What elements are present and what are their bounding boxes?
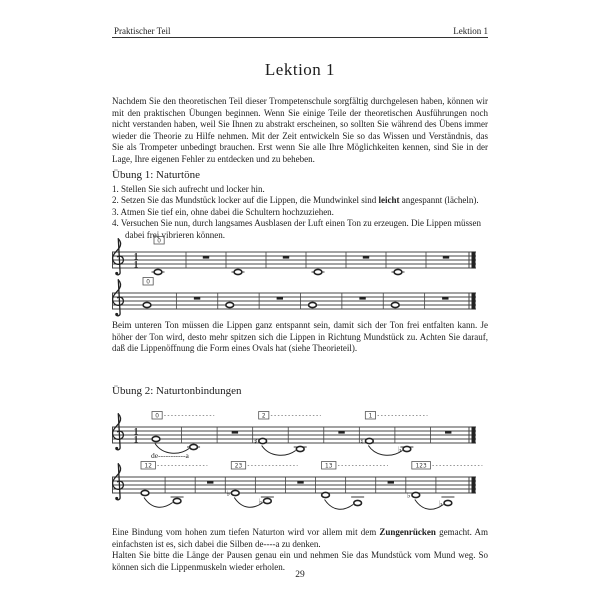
svg-text:0: 0 [157,238,161,245]
svg-text:1: 1 [133,259,139,270]
svg-text:♮: ♮ [360,436,364,446]
list-item: 4. Versuchen Sie nun, durch langsames Ausblasen der Luft einen Ton zu erzeugen. Die Lippen müssen dabei frei vibrieren können. [112,218,481,240]
svg-text:1: 1 [368,413,373,420]
after-staves-paragraph: Beim unteren Ton müssen die Lippen ganz entspannt sein, damit sich der Ton frei entfalten kann. Je höher der Ton wird, desto mehr spitzen sich die Lippen in Richtung Mundstück zu. Achten Sie darauf, daß die Lippenöffnung die Form eines Ovals hat (siehe Theorieteil). [112,320,488,354]
svg-text:1: 1 [133,251,139,262]
svg-text:23: 23 [234,463,243,470]
closing-paragraph-2: Halten Sie bitte die Länge der Pausen genau ein und nehmen Sie das Mundstück vom Mund weg. So können sich die Lippenmuskeln wieder erholen. [112,550,488,572]
svg-text:2: 2 [261,413,266,420]
svg-text:de-----------a: de-----------a [151,451,189,460]
svg-text:♭: ♭ [407,490,411,500]
intro-paragraph: Nachdem Sie den theoretischen Teil dieser Trompetenschule sorgfältig durchgelesen haben, können wir mit den praktischen Übungen beginnen. Wenn Sie einige Teile der theoretischen Ausführungen noch nicht verstanden haben, weil Sie Ihnen zu abstrakt erscheinen, so sollten Sie während des Übens immer wieder die Theorie zu Hilfe nehmen. Mit der Zeit entwickeln Sie so das Wissen und Verständnis, das Sie als Trompeter unbedingt brauchen. Erst wenn Sie alle Ihre Möglichkeiten kennen, sind Sie in der Lage, Ihre eigenen Fehler zu entdecken und zu beheben. [112,96,488,164]
list-item: 1. Stellen Sie sich aufrecht und locker hin. [112,184,265,194]
svg-text:0: 0 [155,413,159,420]
svg-text:♭: ♭ [226,488,231,498]
svg-text:♭: ♭ [398,444,402,454]
header-lesson-label: Lektion 1 [453,26,488,36]
uebung2-heading: Übung 2: Naturtonbindungen [112,385,242,397]
uebung1-heading: Übung 1: Naturtöne [112,169,200,181]
page-number: 29 [295,570,305,580]
page-title: Lektion 1 [264,60,336,79]
svg-text:1: 1 [133,426,139,437]
svg-text:123: 123 [415,463,427,470]
svg-text:0: 0 [146,279,150,286]
music-staff-uebung2-line2 [108,457,488,519]
closing-paragraph-1: Eine Bindung vom hohen zum tiefen Naturton wird vor allem mit dem Zungenrücken gemacht. Am einfachsten ist es, sich dabei die Silben de----a zu denken. [112,527,488,549]
svg-text:13: 13 [325,463,333,470]
svg-text:♭: ♭ [439,498,443,508]
header-section-label: Praktischer Teil [114,26,171,36]
svg-text:12: 12 [144,463,152,470]
page-header [112,23,488,38]
list-item: 3. Atmen Sie tief ein, ohne dabei die Schultern hochzuziehen. [112,206,334,217]
svg-text:♭: ♭ [258,496,263,506]
list-item: 2. Setzen Sie das Mundstück locker auf die Lippen, die Mundwinkel sind leicht angespannt (lächeln). [112,195,479,206]
svg-text:1: 1 [133,434,139,445]
music-staff-uebung1-line2 [108,273,488,319]
svg-text:♯: ♯ [253,436,258,446]
